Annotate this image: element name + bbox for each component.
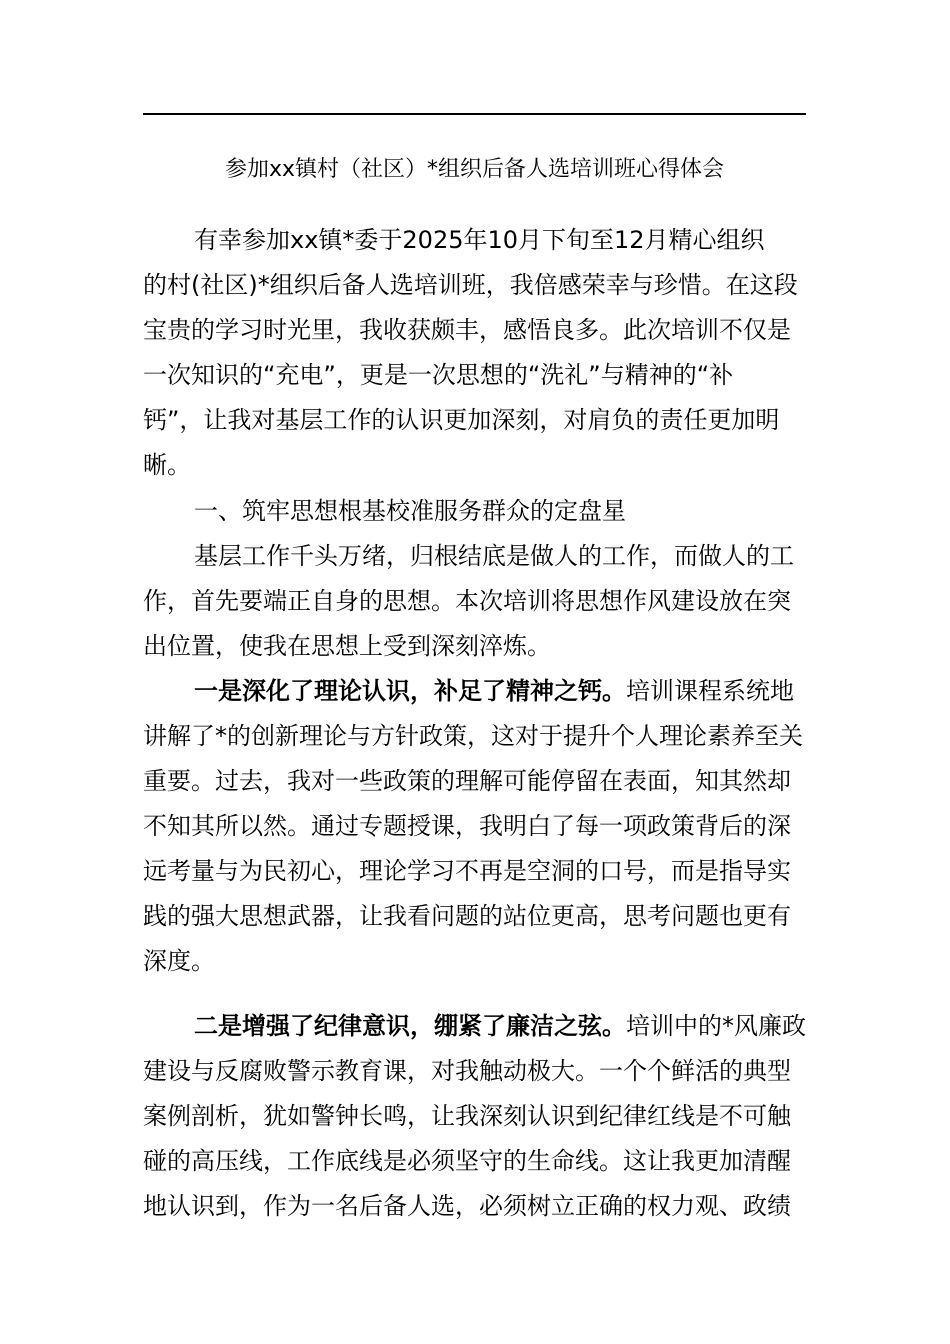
point2-line: 案例剖析，犹如警钟长鸣，让我深刻认识到纪律红线是不可触 (143, 1102, 791, 1130)
section-heading: 一、筑牢思想根基校准服务群众的定盘星 (194, 497, 626, 525)
point2-line: 碰的高压线，工作底线是必须坚守的生命线。这让我更加清醒 (143, 1147, 791, 1175)
point1-line: 践的强大思想武器，让我看问题的站位更高，思考问题也更有 (143, 902, 791, 930)
point2-first-line-rest: 培训中的*风廉政 (626, 1012, 806, 1040)
intro-line: 宝贵的学习时光里，我收获颇丰，感悟良多。此次培训不仅是 (143, 316, 791, 344)
intro-line: 钙”，让我对基层工作的认识更加深刻，对肩负的责任更加明 (143, 406, 780, 434)
point2-bold-lead: 二是增强了纪律意识，绷紧了廉洁之弦。 (194, 1012, 626, 1040)
section-line: 基层工作千头万绪，归根结底是做人的工作，而做人的工 (194, 542, 794, 570)
section-line: 作，首先要端正自身的思想。本次培训将思想作风建设放在突 (143, 587, 791, 615)
point2-line: 建设与反腐败警示教育课，对我触动极大。一个个鲜活的典型 (143, 1057, 791, 1085)
intro-line: 的村(社区)*组织后备人选培训班，我倍感荣幸与珍惜。在这段 (143, 271, 798, 299)
point1-line: 深度。 (143, 947, 215, 975)
point2-line: 地认识到，作为一名后备人选，必须树立正确的权力观、政绩 (143, 1192, 791, 1220)
header-rule (143, 113, 806, 115)
document-title: 参加xx镇村（社区）*组织后备人选培训班心得体会 (224, 157, 725, 182)
point1-line: 重要。过去，我对一些政策的理解可能停留在表面，知其然却 (143, 767, 791, 795)
intro-line: 晰。 (143, 451, 191, 479)
intro-line: 一次知识的“充电”，更是一次思想的“洗礼”与精神的“补 (143, 361, 734, 389)
point1-first-line (194, 673, 794, 709)
point1-line: 远考量与为民初心，理论学习不再是空洞的口号，而是指导实 (143, 857, 791, 885)
point1-line: 不知其所以然。通过专题授课，我明白了每一项政策背后的深 (143, 812, 791, 840)
point1-first-line-rest: 培训课程系统地 (626, 677, 794, 705)
point1-line: 讲解了*的创新理论与方针政策，这对于提升个人理论素养至关 (143, 722, 803, 750)
section-line: 出位置，使我在思想上受到深刻淬炼。 (143, 632, 551, 660)
point2-first-line (194, 1008, 806, 1044)
intro-line: 有幸参加xx镇*委于2025年10月下旬至12月精心组织 (194, 226, 765, 254)
point1-bold-lead: 一是深化了理论认识，补足了精神之钙。 (194, 677, 626, 705)
